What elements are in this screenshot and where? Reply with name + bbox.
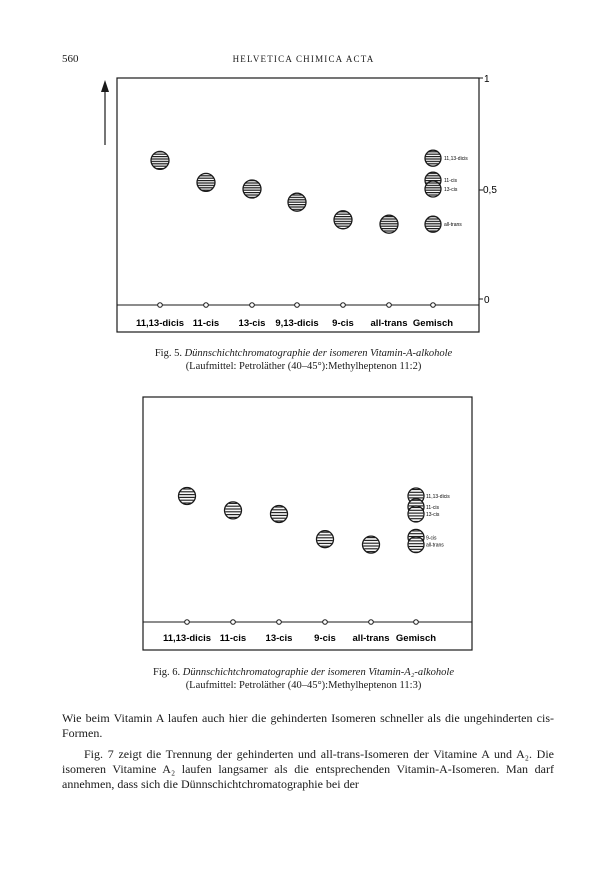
fig5-axis-top: 1 [484,74,490,85]
fig6-mixture-spot [408,506,424,522]
fig6-mixture-spot [408,537,424,553]
fig6-column-label: 11,13-dicis [162,633,212,644]
fig5-column-label: 11-cis [192,318,220,329]
fig6-mixture-label: 9-cis [426,535,437,542]
running-header: HELVETICA CHIMICA ACTA [232,54,375,64]
body-paragraph-2: Fig. 7 zeigt die Trennung der gehinderten und all-trans-Isomeren der Vitamine A und A₂. Die isomeren Vitamine A₂ laufen langsamer als die entsprechenden Vitamin-A-Isomeren. Man darf annehmen, dass sich die Dünnschichtchromatographie bei der [62,747,554,791]
fig6-start-point [185,620,190,625]
fig5-caption-solvent: (Laufmittel: Petroläther (40–45°):Methylheptenon 11:2) [185,361,422,372]
body-paragraph-1: Wie beim Vitamin A laufen auch hier die gehinderten Isomeren schneller als die ungehinderten cis-Formen. [62,711,554,740]
fig6-start-point [414,620,419,625]
fig6-column-label: 9-cis [314,633,336,644]
fig6-mixture-label: 11,13-dicis [426,494,450,500]
fig5-column-label: 9,13-dicis [275,318,319,329]
fig6-frame [143,397,472,650]
fig6-start-point [231,620,236,625]
fig5-axis-bottom: 0 [484,295,490,306]
fig6-column-label: Gemisch [395,633,437,644]
fig6-spot [179,488,196,505]
fig5-mixture-label: 11-cis [444,178,457,185]
fig5-column-label: 9-cis [332,318,354,329]
fig5-mixture-label: 11,13-dicis [444,156,468,163]
fig6-caption-solvent: (Laufmittel: Petroläther (40–45°):Methylheptenon 11:3) [185,680,422,691]
fig5-mixture-label: 13-cis [444,187,458,193]
fig6-mixture-label: all-trans [426,542,444,549]
fig6-column-label: all-trans [352,633,390,644]
fig6-column-label: 11-cis [219,633,247,644]
fig5-column-label: 11,13-dicis [135,318,185,329]
fig6-caption-number: Fig. 6. [152,667,181,678]
fig5-caption-title: Dünnschichtchromatographie der isomeren Vitamin-A-alkohole [184,348,453,359]
page-number: 560 [62,53,79,65]
fig6-column-label: 13-cis [265,633,293,644]
fig5-caption-number: Fig. 5. [154,348,182,359]
fig5-column-label: 13-cis [238,318,266,329]
fig6-spot [225,502,242,519]
fig6-caption-title: Dünnschichtchromatographie der isomeren Vitamin-A₂-alkohole [182,667,455,678]
fig5-mixture-label: all-trans [444,222,462,229]
body-text [62,711,554,792]
fig6-caption [0,667,607,680]
fig6-spot [271,506,288,523]
fig6-mixture-label: 11-cis [426,504,439,511]
fig6-start-point [369,620,374,625]
fig6-spot [317,531,334,548]
fig5-column-label: all-trans [370,318,408,329]
fig6-mixture-label: 13-cis [426,512,440,518]
fig6-start-point [277,620,282,625]
fig6-start-point [323,620,328,625]
fig6-spot [363,536,380,553]
fig5-axis-mid: 0,5 [483,185,497,196]
fig5-column-label: Gemisch [412,318,454,329]
